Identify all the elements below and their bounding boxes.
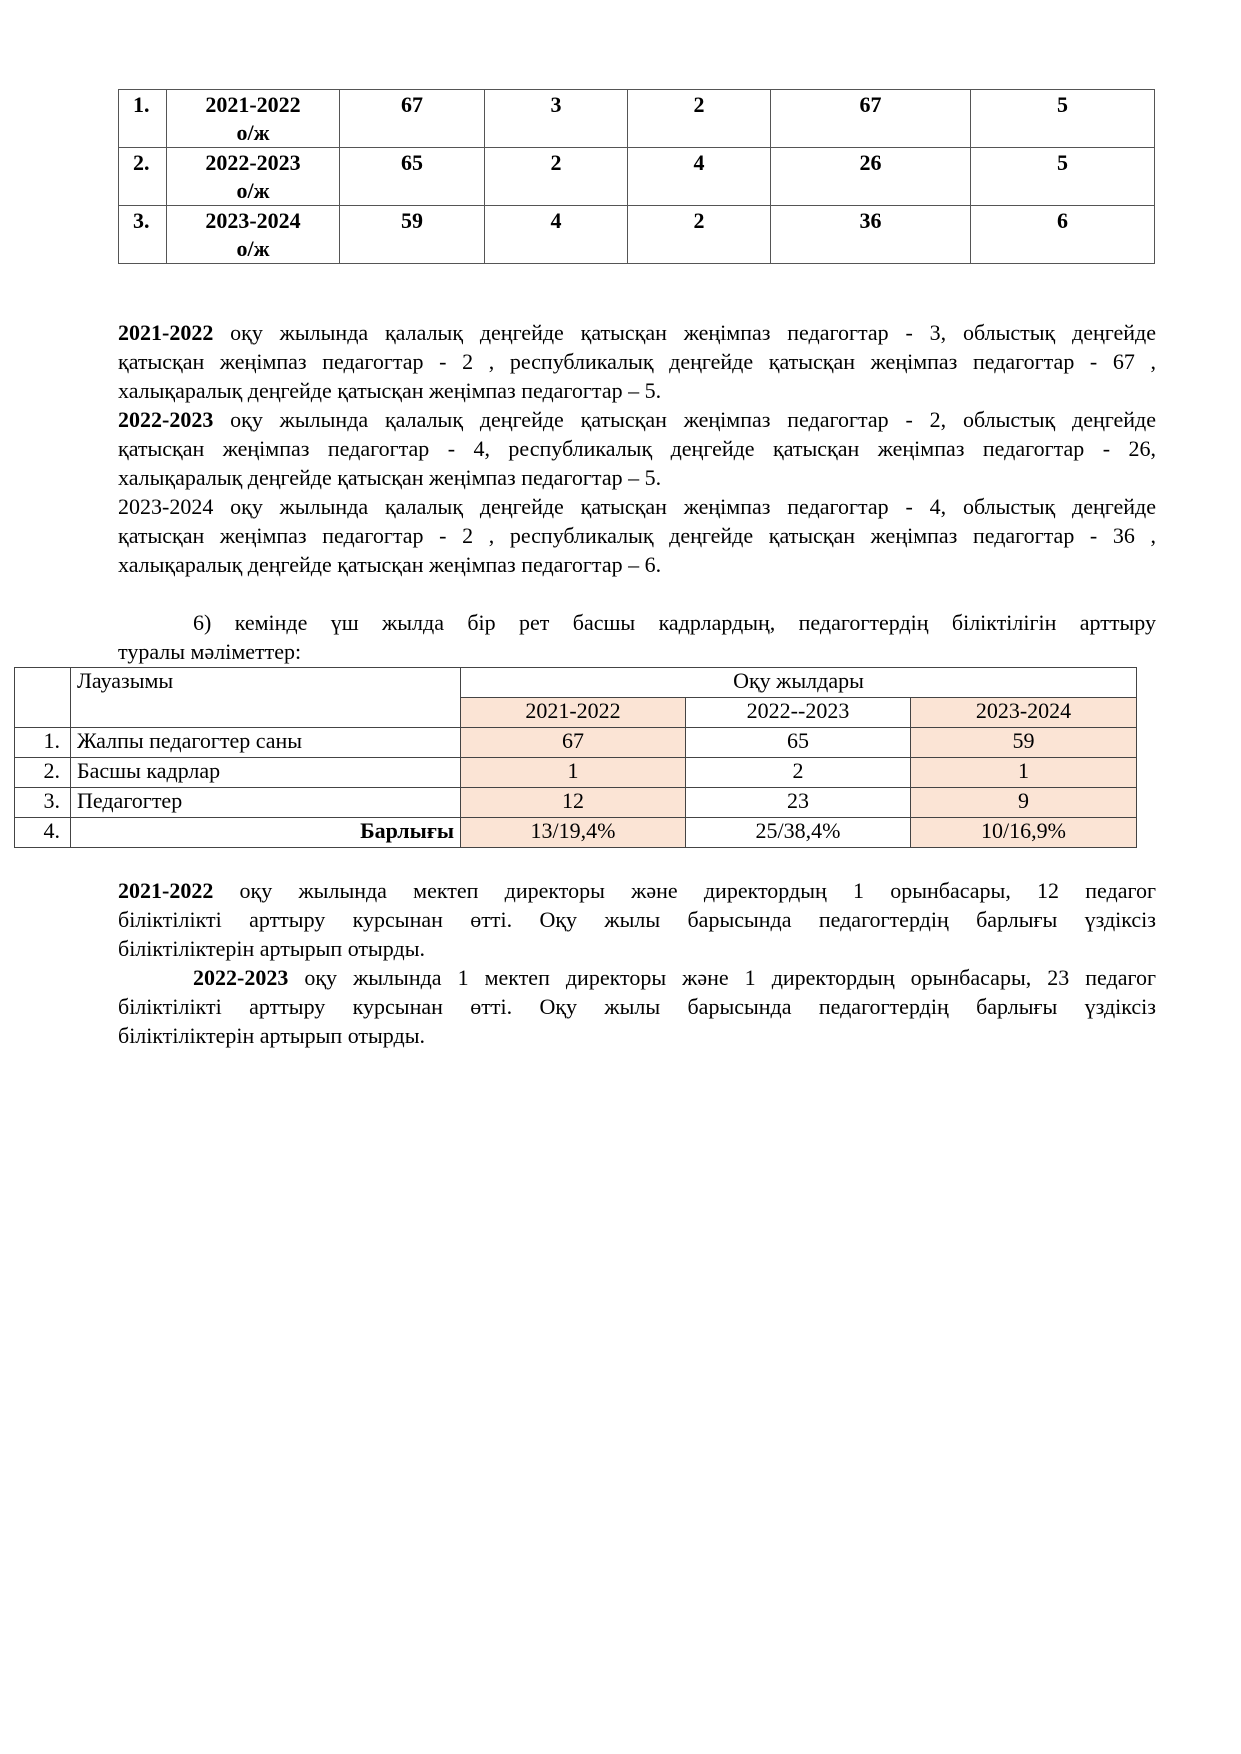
table-row (119, 90, 1155, 148)
text-line: 6) кемінде үш жылда бір рет басшы кадрлардың, педагогтердің біліктілігін арттыру (193, 610, 1156, 635)
table-total-row (15, 818, 1137, 848)
header-year: 2022--2023 (686, 698, 911, 728)
text-line: біліктілікті арттыру курсынан өтті. Оқу жылы барысында педагогтердің барлығы үздіксіз (118, 994, 1156, 1019)
text-line: 2022-2023 оқу жылында 1 мектеп директоры және 1 директордың орынбасары, 23 педагог (193, 965, 1156, 990)
value-cell: 13/19,4% (461, 818, 686, 848)
value-cell: 36 (771, 206, 971, 264)
table-header-row (15, 668, 1137, 698)
academic-year-cell: 2023-2024 о/ж (167, 206, 340, 264)
header-position: Лауазымы (71, 668, 461, 728)
table-row (119, 148, 1155, 206)
header-year: 2023-2024 (911, 698, 1137, 728)
value-cell: 5 (971, 148, 1155, 206)
value-cell: 2 (628, 206, 771, 264)
value-cell: 59 (911, 728, 1137, 758)
row-number: 3. (119, 206, 167, 264)
qualification-table (14, 667, 1137, 848)
qualification-summary (118, 876, 1156, 1050)
row-label: Педагогтер (71, 788, 461, 818)
row-label: Жалпы педагогтер саны (71, 728, 461, 758)
header-year: 2021-2022 (461, 698, 686, 728)
value-cell: 1 (911, 758, 1137, 788)
header-empty-cell (15, 668, 71, 728)
row-label: Барлығы (71, 818, 461, 848)
text-line: халықаралық деңгейде қатысқан жеңімпаз педагогтар – 6. (118, 552, 662, 577)
text-line: біліктіліктерін артырып отырды. (118, 1023, 425, 1048)
header-years: Оқу жылдары (461, 668, 1137, 698)
value-cell: 67 (461, 728, 686, 758)
academic-year-cell: 2021-2022 о/ж (167, 90, 340, 148)
row-number: 3. (15, 788, 71, 818)
value-cell: 6 (971, 206, 1155, 264)
text-line: 2023-2024 оқу жылында қалалық деңгейде қатысқан жеңімпаз педагогтар - 4, облыстық деңгейде (118, 494, 1156, 519)
text-line: 2022-2023 оқу жылында қалалық деңгейде қатысқан жеңімпаз педагогтар - 2, облыстық деңгейде (118, 407, 1156, 432)
value-cell: 65 (340, 148, 485, 206)
value-cell: 5 (971, 90, 1155, 148)
value-cell: 2 (485, 148, 628, 206)
text-line: халықаралық деңгейде қатысқан жеңімпаз педагогтар – 5. (118, 465, 662, 490)
row-number: 2. (15, 758, 71, 788)
academic-year-cell: 2022-2023 о/ж (167, 148, 340, 206)
table-row (15, 728, 1137, 758)
table-row (119, 206, 1155, 264)
value-cell: 67 (771, 90, 971, 148)
winners-table (118, 89, 1155, 264)
text-line: қатысқан жеңімпаз педагогтар - 4, республикалық деңгейде қатысқан жеңімпаз педагогтар - 26, (118, 436, 1156, 461)
text-line: біліктілікті арттыру курсынан өтті. Оқу жылы барысында педагогтердің барлығы үздіксіз (118, 907, 1156, 932)
row-label: Басшы кадрлар (71, 758, 461, 788)
text-line: 2021-2022 оқу жылында мектеп директоры және директордың 1 орынбасары, 12 педагог (118, 878, 1156, 903)
value-cell: 4 (628, 148, 771, 206)
table-row (15, 758, 1137, 788)
value-cell: 9 (911, 788, 1137, 818)
value-cell: 26 (771, 148, 971, 206)
text-line: қатысқан жеңімпаз педагогтар - 2 , республикалық деңгейде қатысқан жеңімпаз педагогтар - 36 , (118, 523, 1156, 548)
value-cell: 2 (628, 90, 771, 148)
section-heading (118, 608, 1156, 666)
text-line: халықаралық деңгейде қатысқан жеңімпаз педагогтар – 5. (118, 378, 662, 403)
text-line: 2021-2022 оқу жылында қалалық деңгейде қатысқан жеңімпаз педагогтар - 3, облыстық деңгейде (118, 320, 1156, 345)
value-cell: 3 (485, 90, 628, 148)
value-cell: 25/38,4% (686, 818, 911, 848)
value-cell: 65 (686, 728, 911, 758)
value-cell: 23 (686, 788, 911, 818)
text-line: туралы мәліметтер: (118, 639, 302, 664)
value-cell: 10/16,9% (911, 818, 1137, 848)
value-cell: 1 (461, 758, 686, 788)
row-number: 1. (15, 728, 71, 758)
value-cell: 12 (461, 788, 686, 818)
text-line: қатысқан жеңімпаз педагогтар - 2 , республикалық деңгейде қатысқан жеңімпаз педагогтар - 67 , (118, 349, 1156, 374)
winners-summary (118, 318, 1156, 579)
value-cell: 59 (340, 206, 485, 264)
value-cell: 2 (686, 758, 911, 788)
value-cell: 67 (340, 90, 485, 148)
value-cell: 4 (485, 206, 628, 264)
row-number: 4. (15, 818, 71, 848)
row-number: 2. (119, 148, 167, 206)
table-row (15, 788, 1137, 818)
row-number: 1. (119, 90, 167, 148)
text-line: біліктіліктерін артырып отырды. (118, 936, 425, 961)
